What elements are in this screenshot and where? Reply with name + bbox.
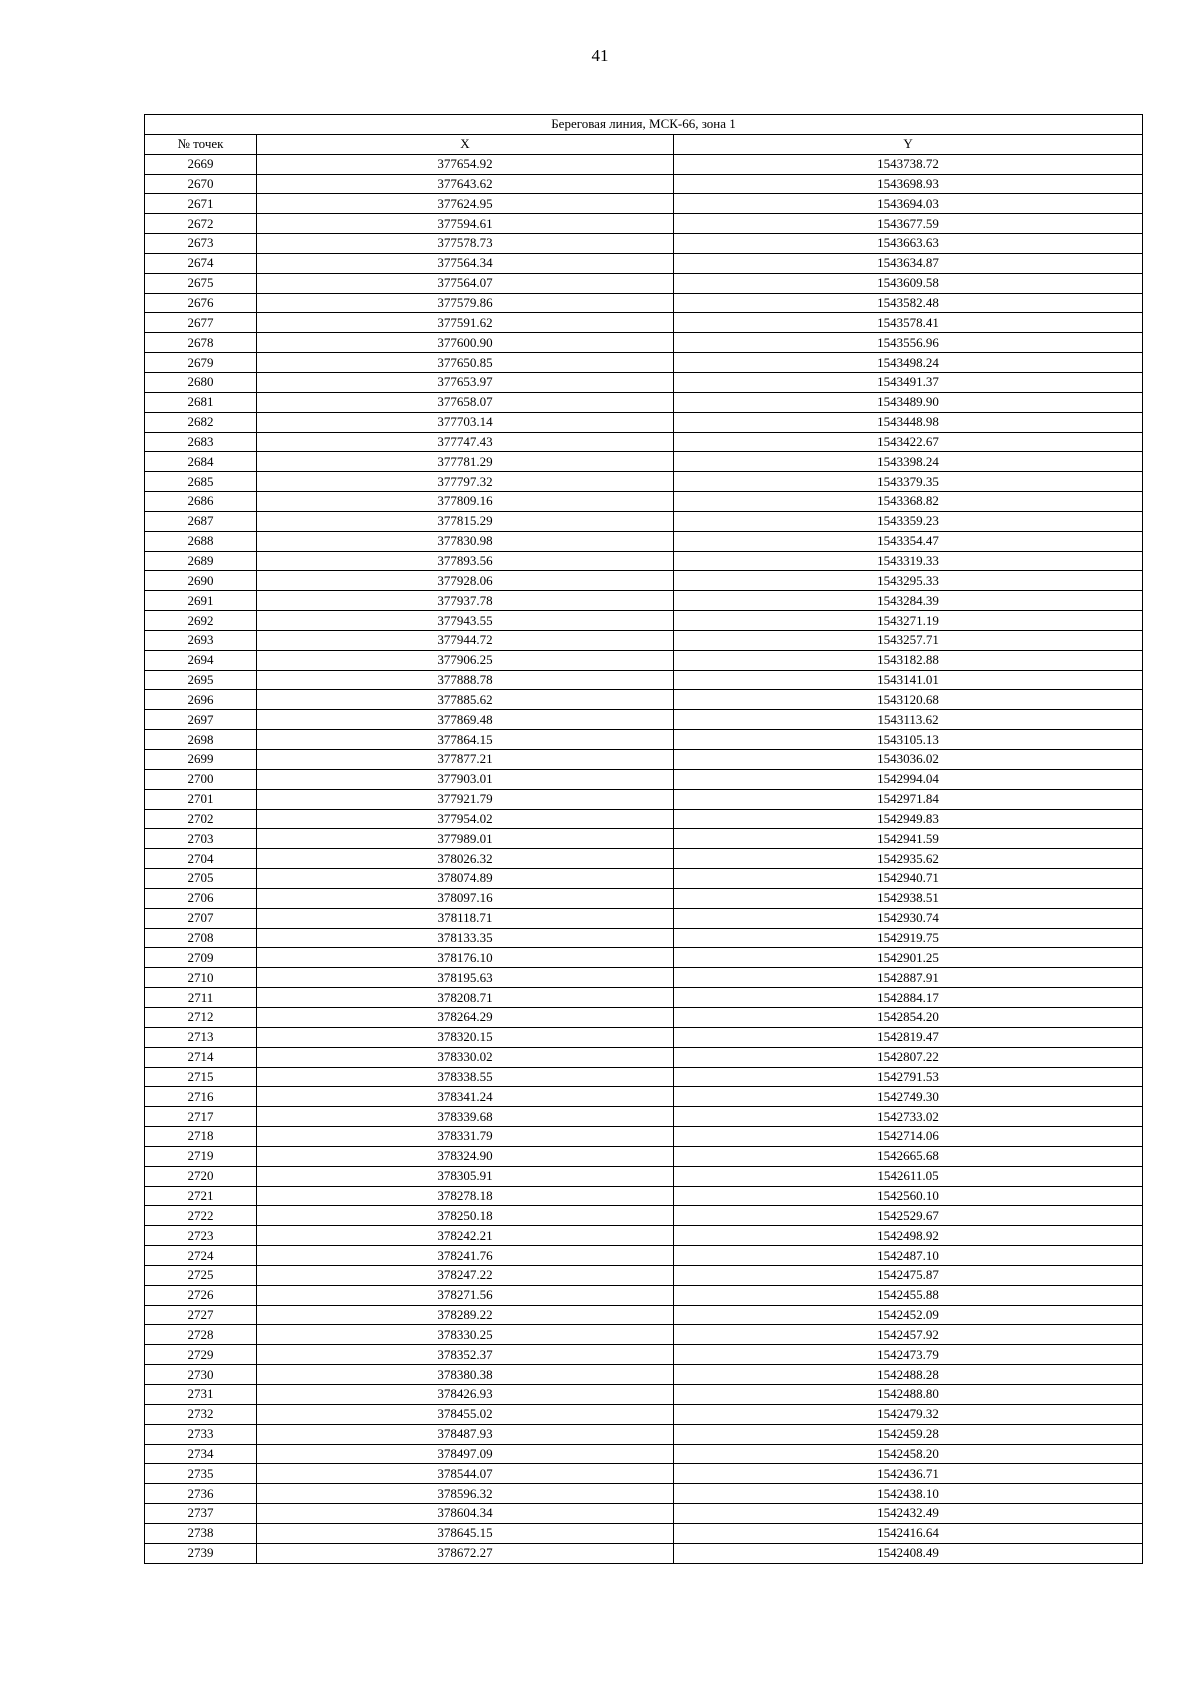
table-row	[145, 1087, 1143, 1107]
table-row	[145, 849, 1143, 869]
cell-point-number: 2696	[145, 690, 257, 710]
cell-x: 378596.32	[257, 1484, 674, 1504]
cell-point-number: 2726	[145, 1285, 257, 1305]
cell-point-number: 2738	[145, 1523, 257, 1543]
cell-point-number: 2701	[145, 789, 257, 809]
cell-y: 1543738.72	[674, 154, 1143, 174]
table-row	[145, 1285, 1143, 1305]
cell-point-number: 2711	[145, 988, 257, 1008]
cell-y: 1542408.49	[674, 1543, 1143, 1563]
cell-y: 1542901.25	[674, 948, 1143, 968]
table-row	[145, 571, 1143, 591]
cell-y: 1543556.96	[674, 333, 1143, 353]
table-row	[145, 472, 1143, 492]
table-row	[145, 492, 1143, 512]
cell-y: 1543448.98	[674, 412, 1143, 432]
cell-point-number: 2688	[145, 531, 257, 551]
cell-point-number: 2679	[145, 353, 257, 373]
cell-y: 1542971.84	[674, 789, 1143, 809]
cell-x: 377830.98	[257, 531, 674, 551]
cell-y: 1542941.59	[674, 829, 1143, 849]
cell-point-number: 2733	[145, 1424, 257, 1444]
cell-x: 378195.63	[257, 968, 674, 988]
table-row	[145, 670, 1143, 690]
table-row	[145, 214, 1143, 234]
table-caption: Береговая линия, МСК-66, зона 1	[145, 115, 1143, 135]
table-row	[145, 432, 1143, 452]
table-row	[145, 591, 1143, 611]
cell-y: 1542935.62	[674, 849, 1143, 869]
table-row	[145, 1305, 1143, 1325]
cell-x: 377564.07	[257, 273, 674, 293]
cell-point-number: 2681	[145, 392, 257, 412]
cell-point-number: 2687	[145, 511, 257, 531]
table-row	[145, 234, 1143, 254]
table-row	[145, 154, 1143, 174]
cell-point-number: 2714	[145, 1047, 257, 1067]
cell-x: 378208.71	[257, 988, 674, 1008]
table-row	[145, 690, 1143, 710]
table-row	[145, 1444, 1143, 1464]
cell-y: 1543634.87	[674, 253, 1143, 273]
cell-y: 1542819.47	[674, 1027, 1143, 1047]
cell-x: 378289.22	[257, 1305, 674, 1325]
cell-y: 1542457.92	[674, 1325, 1143, 1345]
cell-y: 1542791.53	[674, 1067, 1143, 1087]
cell-x: 377624.95	[257, 194, 674, 214]
cell-x: 377937.78	[257, 591, 674, 611]
table-row	[145, 769, 1143, 789]
cell-point-number: 2720	[145, 1166, 257, 1186]
table-row	[145, 710, 1143, 730]
cell-y: 1543491.37	[674, 372, 1143, 392]
cell-x: 377943.55	[257, 611, 674, 631]
cell-point-number: 2683	[145, 432, 257, 452]
cell-x: 377864.15	[257, 730, 674, 750]
cell-x: 378264.29	[257, 1007, 674, 1027]
cell-point-number: 2699	[145, 750, 257, 770]
cell-y: 1543582.48	[674, 293, 1143, 313]
cell-y: 1543694.03	[674, 194, 1143, 214]
cell-x: 378278.18	[257, 1186, 674, 1206]
cell-y: 1542714.06	[674, 1127, 1143, 1147]
cell-point-number: 2721	[145, 1186, 257, 1206]
cell-y: 1543105.13	[674, 730, 1143, 750]
cell-y: 1543113.62	[674, 710, 1143, 730]
table-row	[145, 988, 1143, 1008]
cell-x: 377797.32	[257, 472, 674, 492]
cell-point-number: 2734	[145, 1444, 257, 1464]
cell-y: 1542459.28	[674, 1424, 1143, 1444]
cell-y: 1542416.64	[674, 1523, 1143, 1543]
cell-y: 1542475.87	[674, 1265, 1143, 1285]
cell-x: 378241.76	[257, 1246, 674, 1266]
table-row	[145, 551, 1143, 571]
cell-x: 378497.09	[257, 1444, 674, 1464]
table-row	[145, 829, 1143, 849]
cell-x: 378250.18	[257, 1206, 674, 1226]
table-row	[145, 253, 1143, 273]
cell-y: 1542854.20	[674, 1007, 1143, 1027]
table-row	[145, 333, 1143, 353]
cell-point-number: 2724	[145, 1246, 257, 1266]
cell-x: 378305.91	[257, 1166, 674, 1186]
table-row	[145, 174, 1143, 194]
cell-point-number: 2671	[145, 194, 257, 214]
cell-x: 378133.35	[257, 928, 674, 948]
table-row	[145, 313, 1143, 333]
cell-point-number: 2686	[145, 492, 257, 512]
table-row	[145, 353, 1143, 373]
cell-x: 377989.01	[257, 829, 674, 849]
cell-x: 377654.92	[257, 154, 674, 174]
cell-y: 1543379.35	[674, 472, 1143, 492]
cell-point-number: 2700	[145, 769, 257, 789]
cell-x: 377893.56	[257, 551, 674, 571]
cell-y: 1542749.30	[674, 1087, 1143, 1107]
column-header-point-number: № точек	[145, 134, 257, 154]
cell-y: 1543354.47	[674, 531, 1143, 551]
cell-x: 378645.15	[257, 1523, 674, 1543]
cell-x: 378247.22	[257, 1265, 674, 1285]
cell-y: 1543498.24	[674, 353, 1143, 373]
cell-point-number: 2693	[145, 630, 257, 650]
cell-x: 377564.34	[257, 253, 674, 273]
table-row	[145, 1365, 1143, 1385]
cell-point-number: 2719	[145, 1146, 257, 1166]
table-row	[145, 948, 1143, 968]
cell-point-number: 2732	[145, 1404, 257, 1424]
table-row	[145, 1504, 1143, 1524]
cell-x: 378330.02	[257, 1047, 674, 1067]
cell-point-number: 2676	[145, 293, 257, 313]
cell-x: 377888.78	[257, 670, 674, 690]
table-row	[145, 789, 1143, 809]
cell-x: 377921.79	[257, 789, 674, 809]
table-row	[145, 1345, 1143, 1365]
table-row	[145, 1523, 1143, 1543]
cell-y: 1543120.68	[674, 690, 1143, 710]
cell-x: 377643.62	[257, 174, 674, 194]
cell-y: 1543271.19	[674, 611, 1143, 631]
table-row	[145, 1385, 1143, 1405]
cell-y: 1543141.01	[674, 670, 1143, 690]
cell-x: 377578.73	[257, 234, 674, 254]
cell-x: 378320.15	[257, 1027, 674, 1047]
cell-x: 378380.38	[257, 1365, 674, 1385]
cell-point-number: 2722	[145, 1206, 257, 1226]
cell-x: 378426.93	[257, 1385, 674, 1405]
cell-y: 1542438.10	[674, 1484, 1143, 1504]
cell-point-number: 2682	[145, 412, 257, 432]
cell-point-number: 2730	[145, 1365, 257, 1385]
cell-point-number: 2708	[145, 928, 257, 948]
table-row	[145, 1166, 1143, 1186]
cell-point-number: 2692	[145, 611, 257, 631]
table-row	[145, 1027, 1143, 1047]
cell-y: 1543036.02	[674, 750, 1143, 770]
table-row	[145, 1007, 1143, 1027]
cell-point-number: 2718	[145, 1127, 257, 1147]
cell-x: 378331.79	[257, 1127, 674, 1147]
table-row	[145, 452, 1143, 472]
cell-point-number: 2705	[145, 869, 257, 889]
page-number: 41	[591, 46, 609, 65]
cell-x: 377579.86	[257, 293, 674, 313]
cell-x: 378604.34	[257, 1504, 674, 1524]
table-row	[145, 273, 1143, 293]
table-row	[145, 611, 1143, 631]
cell-y: 1542455.88	[674, 1285, 1143, 1305]
cell-y: 1542487.10	[674, 1246, 1143, 1266]
cell-point-number: 2723	[145, 1226, 257, 1246]
cell-y: 1542940.71	[674, 869, 1143, 889]
cell-point-number: 2702	[145, 809, 257, 829]
table-row	[145, 908, 1143, 928]
cell-point-number: 2672	[145, 214, 257, 234]
table-row	[145, 1265, 1143, 1285]
cell-x: 377869.48	[257, 710, 674, 730]
cell-point-number: 2709	[145, 948, 257, 968]
cell-y: 1542560.10	[674, 1186, 1143, 1206]
cell-point-number: 2725	[145, 1265, 257, 1285]
cell-point-number: 2715	[145, 1067, 257, 1087]
cell-y: 1543182.88	[674, 650, 1143, 670]
cell-point-number: 2737	[145, 1504, 257, 1524]
cell-x: 377906.25	[257, 650, 674, 670]
cell-x: 377747.43	[257, 432, 674, 452]
cell-point-number: 2669	[145, 154, 257, 174]
table-row	[145, 412, 1143, 432]
cell-y: 1543295.33	[674, 571, 1143, 591]
cell-x: 378026.32	[257, 849, 674, 869]
table-row	[145, 1543, 1143, 1563]
cell-x: 378352.37	[257, 1345, 674, 1365]
cell-point-number: 2703	[145, 829, 257, 849]
table-row	[145, 1246, 1143, 1266]
table-row	[145, 1206, 1143, 1226]
table-header-row	[145, 134, 1143, 154]
cell-x: 377600.90	[257, 333, 674, 353]
cell-point-number: 2731	[145, 1385, 257, 1405]
table-row	[145, 1186, 1143, 1206]
table-row	[145, 531, 1143, 551]
cell-point-number: 2695	[145, 670, 257, 690]
table-row	[145, 194, 1143, 214]
cell-x: 377954.02	[257, 809, 674, 829]
cell-y: 1543489.90	[674, 392, 1143, 412]
table-row	[145, 809, 1143, 829]
cell-x: 377885.62	[257, 690, 674, 710]
cell-point-number: 2735	[145, 1464, 257, 1484]
cell-y: 1543319.33	[674, 551, 1143, 571]
cell-point-number: 2670	[145, 174, 257, 194]
cell-x: 377928.06	[257, 571, 674, 591]
table-row	[145, 392, 1143, 412]
cell-point-number: 2675	[145, 273, 257, 293]
cell-y: 1542436.71	[674, 1464, 1143, 1484]
table-row	[145, 1047, 1143, 1067]
cell-x: 377815.29	[257, 511, 674, 531]
cell-y: 1542887.91	[674, 968, 1143, 988]
cell-point-number: 2690	[145, 571, 257, 591]
table-row	[145, 1146, 1143, 1166]
cell-point-number: 2716	[145, 1087, 257, 1107]
cell-point-number: 2710	[145, 968, 257, 988]
table-row	[145, 511, 1143, 531]
column-header-x: X	[257, 134, 674, 154]
cell-point-number: 2713	[145, 1027, 257, 1047]
cell-y: 1543398.24	[674, 452, 1143, 472]
cell-point-number: 2691	[145, 591, 257, 611]
coordinates-table	[144, 114, 1143, 1564]
cell-x: 378544.07	[257, 1464, 674, 1484]
cell-point-number: 2729	[145, 1345, 257, 1365]
cell-x: 378324.90	[257, 1146, 674, 1166]
cell-y: 1542930.74	[674, 908, 1143, 928]
table-row	[145, 372, 1143, 392]
cell-point-number: 2706	[145, 888, 257, 908]
cell-y: 1542498.92	[674, 1226, 1143, 1246]
cell-x: 378176.10	[257, 948, 674, 968]
cell-y: 1542452.09	[674, 1305, 1143, 1325]
table-row	[145, 750, 1143, 770]
cell-x: 378338.55	[257, 1067, 674, 1087]
cell-y: 1543578.41	[674, 313, 1143, 333]
cell-y: 1542473.79	[674, 1345, 1143, 1365]
cell-point-number: 2689	[145, 551, 257, 571]
table-row	[145, 650, 1143, 670]
cell-point-number: 2698	[145, 730, 257, 750]
cell-y: 1543422.67	[674, 432, 1143, 452]
cell-x: 378672.27	[257, 1543, 674, 1563]
cell-point-number: 2678	[145, 333, 257, 353]
cell-y: 1542458.20	[674, 1444, 1143, 1464]
table-row	[145, 1067, 1143, 1087]
cell-y: 1543698.93	[674, 174, 1143, 194]
column-header-y: Y	[674, 134, 1143, 154]
cell-x: 378097.16	[257, 888, 674, 908]
cell-x: 378118.71	[257, 908, 674, 928]
cell-x: 378271.56	[257, 1285, 674, 1305]
cell-y: 1543663.63	[674, 234, 1143, 254]
cell-x: 377809.16	[257, 492, 674, 512]
cell-x: 378242.21	[257, 1226, 674, 1246]
table-row	[145, 630, 1143, 650]
cell-y: 1543257.71	[674, 630, 1143, 650]
cell-point-number: 2685	[145, 472, 257, 492]
cell-x: 377653.97	[257, 372, 674, 392]
cell-y: 1542529.67	[674, 1206, 1143, 1226]
cell-point-number: 2717	[145, 1107, 257, 1127]
cell-point-number: 2694	[145, 650, 257, 670]
cell-point-number: 2697	[145, 710, 257, 730]
cell-x: 378339.68	[257, 1107, 674, 1127]
table-row	[145, 1484, 1143, 1504]
table-row	[145, 928, 1143, 948]
cell-point-number: 2736	[145, 1484, 257, 1504]
cell-x: 377877.21	[257, 750, 674, 770]
cell-x: 377703.14	[257, 412, 674, 432]
table-row	[145, 1226, 1143, 1246]
table-row	[145, 888, 1143, 908]
cell-y: 1542611.05	[674, 1166, 1143, 1186]
cell-y: 1543609.58	[674, 273, 1143, 293]
table-row	[145, 869, 1143, 889]
cell-x: 377944.72	[257, 630, 674, 650]
table-row	[145, 1404, 1143, 1424]
cell-point-number: 2677	[145, 313, 257, 333]
cell-x: 378455.02	[257, 1404, 674, 1424]
table-row	[145, 968, 1143, 988]
table-row	[145, 293, 1143, 313]
cell-y: 1543284.39	[674, 591, 1143, 611]
cell-x: 378330.25	[257, 1325, 674, 1345]
cell-point-number: 2674	[145, 253, 257, 273]
cell-y: 1542949.83	[674, 809, 1143, 829]
cell-y: 1542665.68	[674, 1146, 1143, 1166]
cell-point-number: 2728	[145, 1325, 257, 1345]
cell-y: 1543368.82	[674, 492, 1143, 512]
cell-y: 1542733.02	[674, 1107, 1143, 1127]
cell-point-number: 2684	[145, 452, 257, 472]
cell-y: 1542938.51	[674, 888, 1143, 908]
cell-y: 1542884.17	[674, 988, 1143, 1008]
cell-y: 1542994.04	[674, 769, 1143, 789]
cell-x: 377650.85	[257, 353, 674, 373]
cell-point-number: 2712	[145, 1007, 257, 1027]
cell-point-number: 2707	[145, 908, 257, 928]
cell-y: 1543359.23	[674, 511, 1143, 531]
table-row	[145, 1107, 1143, 1127]
cell-x: 377658.07	[257, 392, 674, 412]
cell-x: 377903.01	[257, 769, 674, 789]
cell-x: 377781.29	[257, 452, 674, 472]
table-row	[145, 1464, 1143, 1484]
cell-point-number: 2704	[145, 849, 257, 869]
cell-point-number: 2680	[145, 372, 257, 392]
cell-y: 1542488.80	[674, 1385, 1143, 1405]
table-row	[145, 1127, 1143, 1147]
cell-x: 378487.93	[257, 1424, 674, 1444]
cell-x: 378074.89	[257, 869, 674, 889]
cell-y: 1542919.75	[674, 928, 1143, 948]
cell-x: 377594.61	[257, 214, 674, 234]
cell-x: 377591.62	[257, 313, 674, 333]
cell-y: 1542488.28	[674, 1365, 1143, 1385]
cell-y: 1542479.32	[674, 1404, 1143, 1424]
cell-point-number: 2727	[145, 1305, 257, 1325]
cell-x: 378341.24	[257, 1087, 674, 1107]
table-row	[145, 1325, 1143, 1345]
table-row	[145, 730, 1143, 750]
cell-point-number: 2673	[145, 234, 257, 254]
table-row	[145, 1424, 1143, 1444]
cell-point-number: 2739	[145, 1543, 257, 1563]
cell-y: 1542432.49	[674, 1504, 1143, 1524]
cell-y: 1543677.59	[674, 214, 1143, 234]
cell-y: 1542807.22	[674, 1047, 1143, 1067]
